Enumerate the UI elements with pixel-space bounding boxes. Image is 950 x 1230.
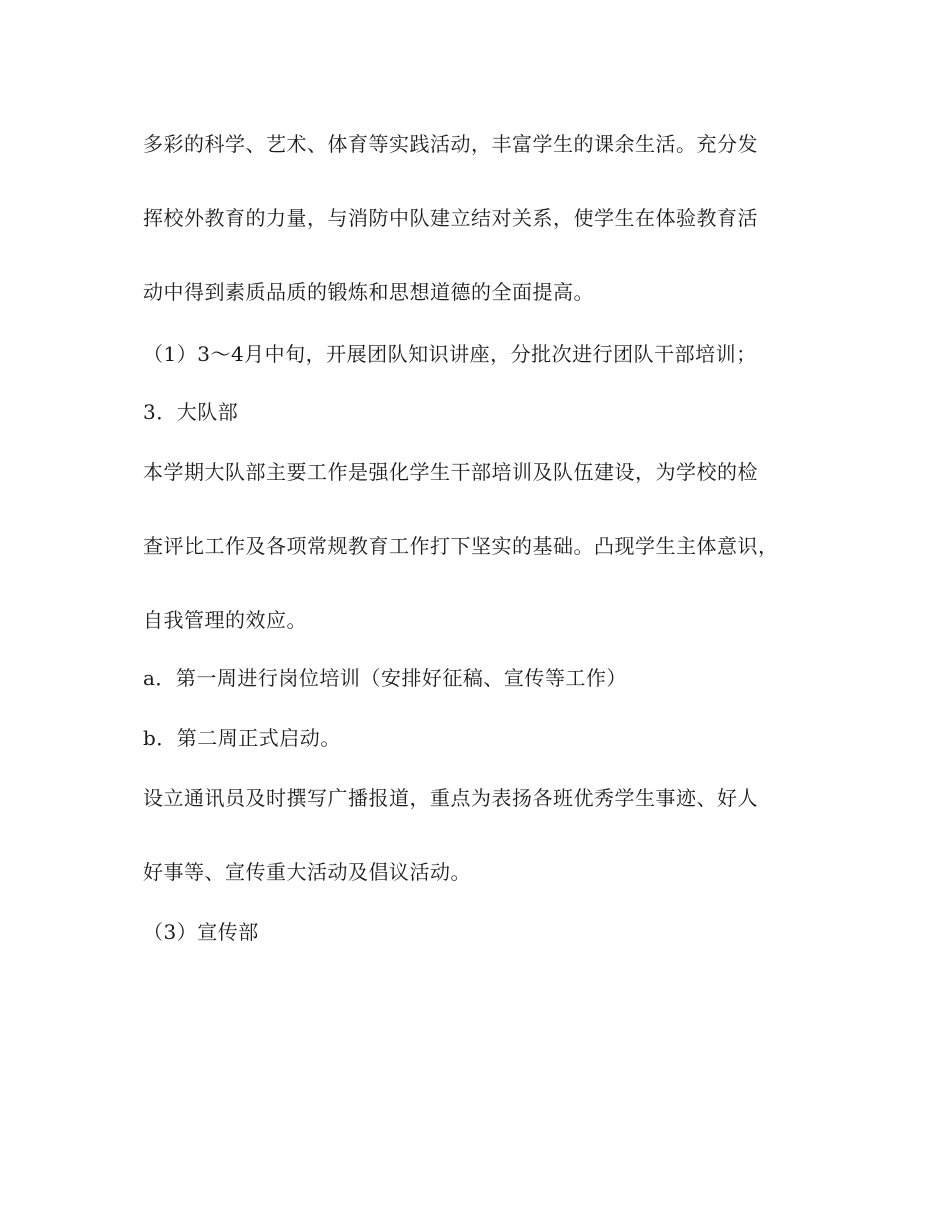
list-item-line: （1）3～4月中旬，开展团队知识讲座，分批次进行团队干部培训；	[143, 342, 757, 366]
section-heading: （3）宣传部	[143, 920, 259, 944]
paragraph-line: 设立通讯员及时撰写广播报道，重点为表扬各班优秀学生事迹、好人	[143, 786, 758, 810]
paragraph-line: 查评比工作及各项常规教育工作打下坚实的基础。凸现学生主体意识，	[143, 534, 779, 558]
list-item-line: b．第二周正式启动。	[143, 726, 341, 750]
paragraph-line: 好事等、宣传重大活动及倡议活动。	[143, 860, 471, 884]
paragraph-line: 本学期大队部主要工作是强化学生干部培训及队伍建设，为学校的检	[143, 460, 758, 484]
paragraph-line: 多彩的科学、艺术、体育等实践活动，丰富学生的课余生活。充分发	[143, 132, 758, 156]
section-heading: 3．大队部	[143, 400, 239, 424]
paragraph-line: 挥校外教育的力量，与消防中队建立结对关系，使学生在体验教育活	[143, 206, 758, 230]
paragraph-line: 动中得到素质品质的锻炼和思想道德的全面提高。	[143, 280, 594, 304]
list-item-line: a．第一周进行岗位培训（安排好征稿、宣传等工作）	[143, 666, 627, 690]
paragraph-line: 自我管理的效应。	[143, 608, 307, 632]
